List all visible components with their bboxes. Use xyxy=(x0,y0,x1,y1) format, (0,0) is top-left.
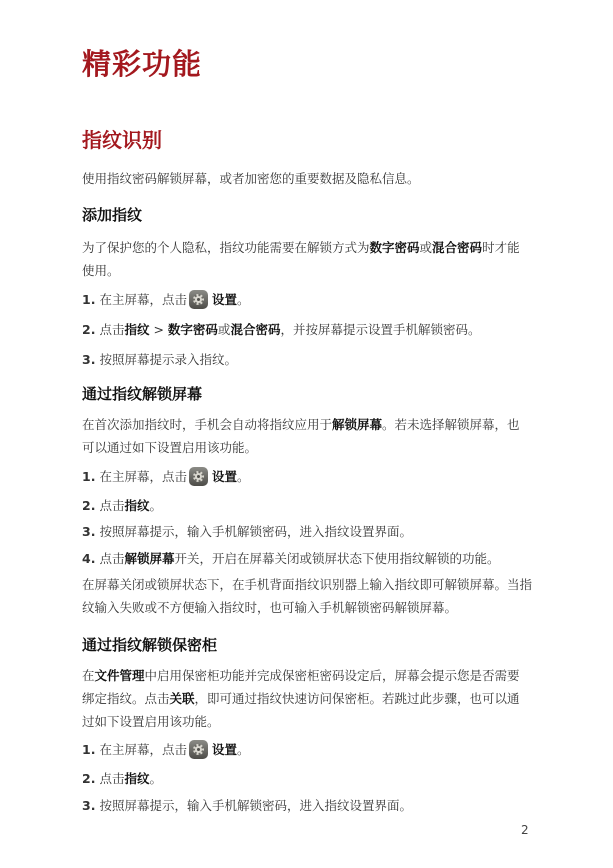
settings-gear-icon xyxy=(189,740,208,759)
unlock-safe-desc: 在文件管理中启用保密柜功能并完成保密柜密码设定后，屏幕会提示您是否需要绑定指纹。点击关联，即可通过指纹快速访问保密柜。若跳过此步骤，也可以通过如下设置启用该功能。 xyxy=(82,668,520,729)
unlock-safe-heading: 通过指纹解锁保密柜 xyxy=(82,636,218,654)
page-number: 2 xyxy=(521,823,529,837)
unlock-screen-step-2: 2. 点击指纹。 xyxy=(82,498,162,513)
add-step-1: 1. 在主屏幕，点击 设置。 xyxy=(82,292,250,307)
unlock-safe-step-3: 3. 按照屏幕提示，输入手机解锁密码，进入指纹设置界面。 xyxy=(82,798,412,813)
settings-gear-icon xyxy=(189,290,208,309)
unlock-screen-step-1: 1. 在主屏幕，点击 设置。 xyxy=(82,469,250,484)
unlock-screen-note: 在屏幕关闭或锁屏状态下，在手机背面指纹识别器上输入指纹即可解锁屏幕。当指纹输入失败或不方便输入指纹时，也可输入手机解锁密码解锁屏幕。 xyxy=(82,577,533,615)
add-step-3: 3. 按照屏幕提示录入指纹。 xyxy=(82,352,237,367)
unlock-screen-step-3: 3. 按照屏幕提示，输入手机解锁密码，进入指纹设置界面。 xyxy=(82,524,412,539)
section-title: 指纹识别 xyxy=(82,128,162,152)
page-title: 精彩功能 xyxy=(82,47,203,81)
unlock-screen-desc: 在首次添加指纹时，手机会自动将指纹应用于解锁屏幕。若未选择解锁屏幕，也可以通过如下设置启用该功能。 xyxy=(82,417,520,455)
add-fingerprint-heading: 添加指纹 xyxy=(82,206,143,224)
add-step-2: 2. 点击指纹 > 数字密码或混合密码，并按屏幕提示设置手机解锁密码。 xyxy=(82,322,481,337)
unlock-screen-step-4: 4. 点击解锁屏幕开关，开启在屏幕关闭或锁屏状态下使用指纹解锁的功能。 xyxy=(82,551,500,566)
add-fingerprint-desc: 为了保护您的个人隐私，指纹功能需要在解锁方式为数字密码或混合密码时才能使用。 xyxy=(82,240,520,278)
settings-gear-icon xyxy=(189,467,208,486)
unlock-screen-heading: 通过指纹解锁屏幕 xyxy=(82,385,203,403)
intro-text: 使用指纹密码解锁屏幕，或者加密您的重要数据及隐私信息。 xyxy=(82,171,420,186)
unlock-safe-step-2: 2. 点击指纹。 xyxy=(82,771,162,786)
unlock-safe-step-1: 1. 在主屏幕，点击 设置。 xyxy=(82,742,250,757)
